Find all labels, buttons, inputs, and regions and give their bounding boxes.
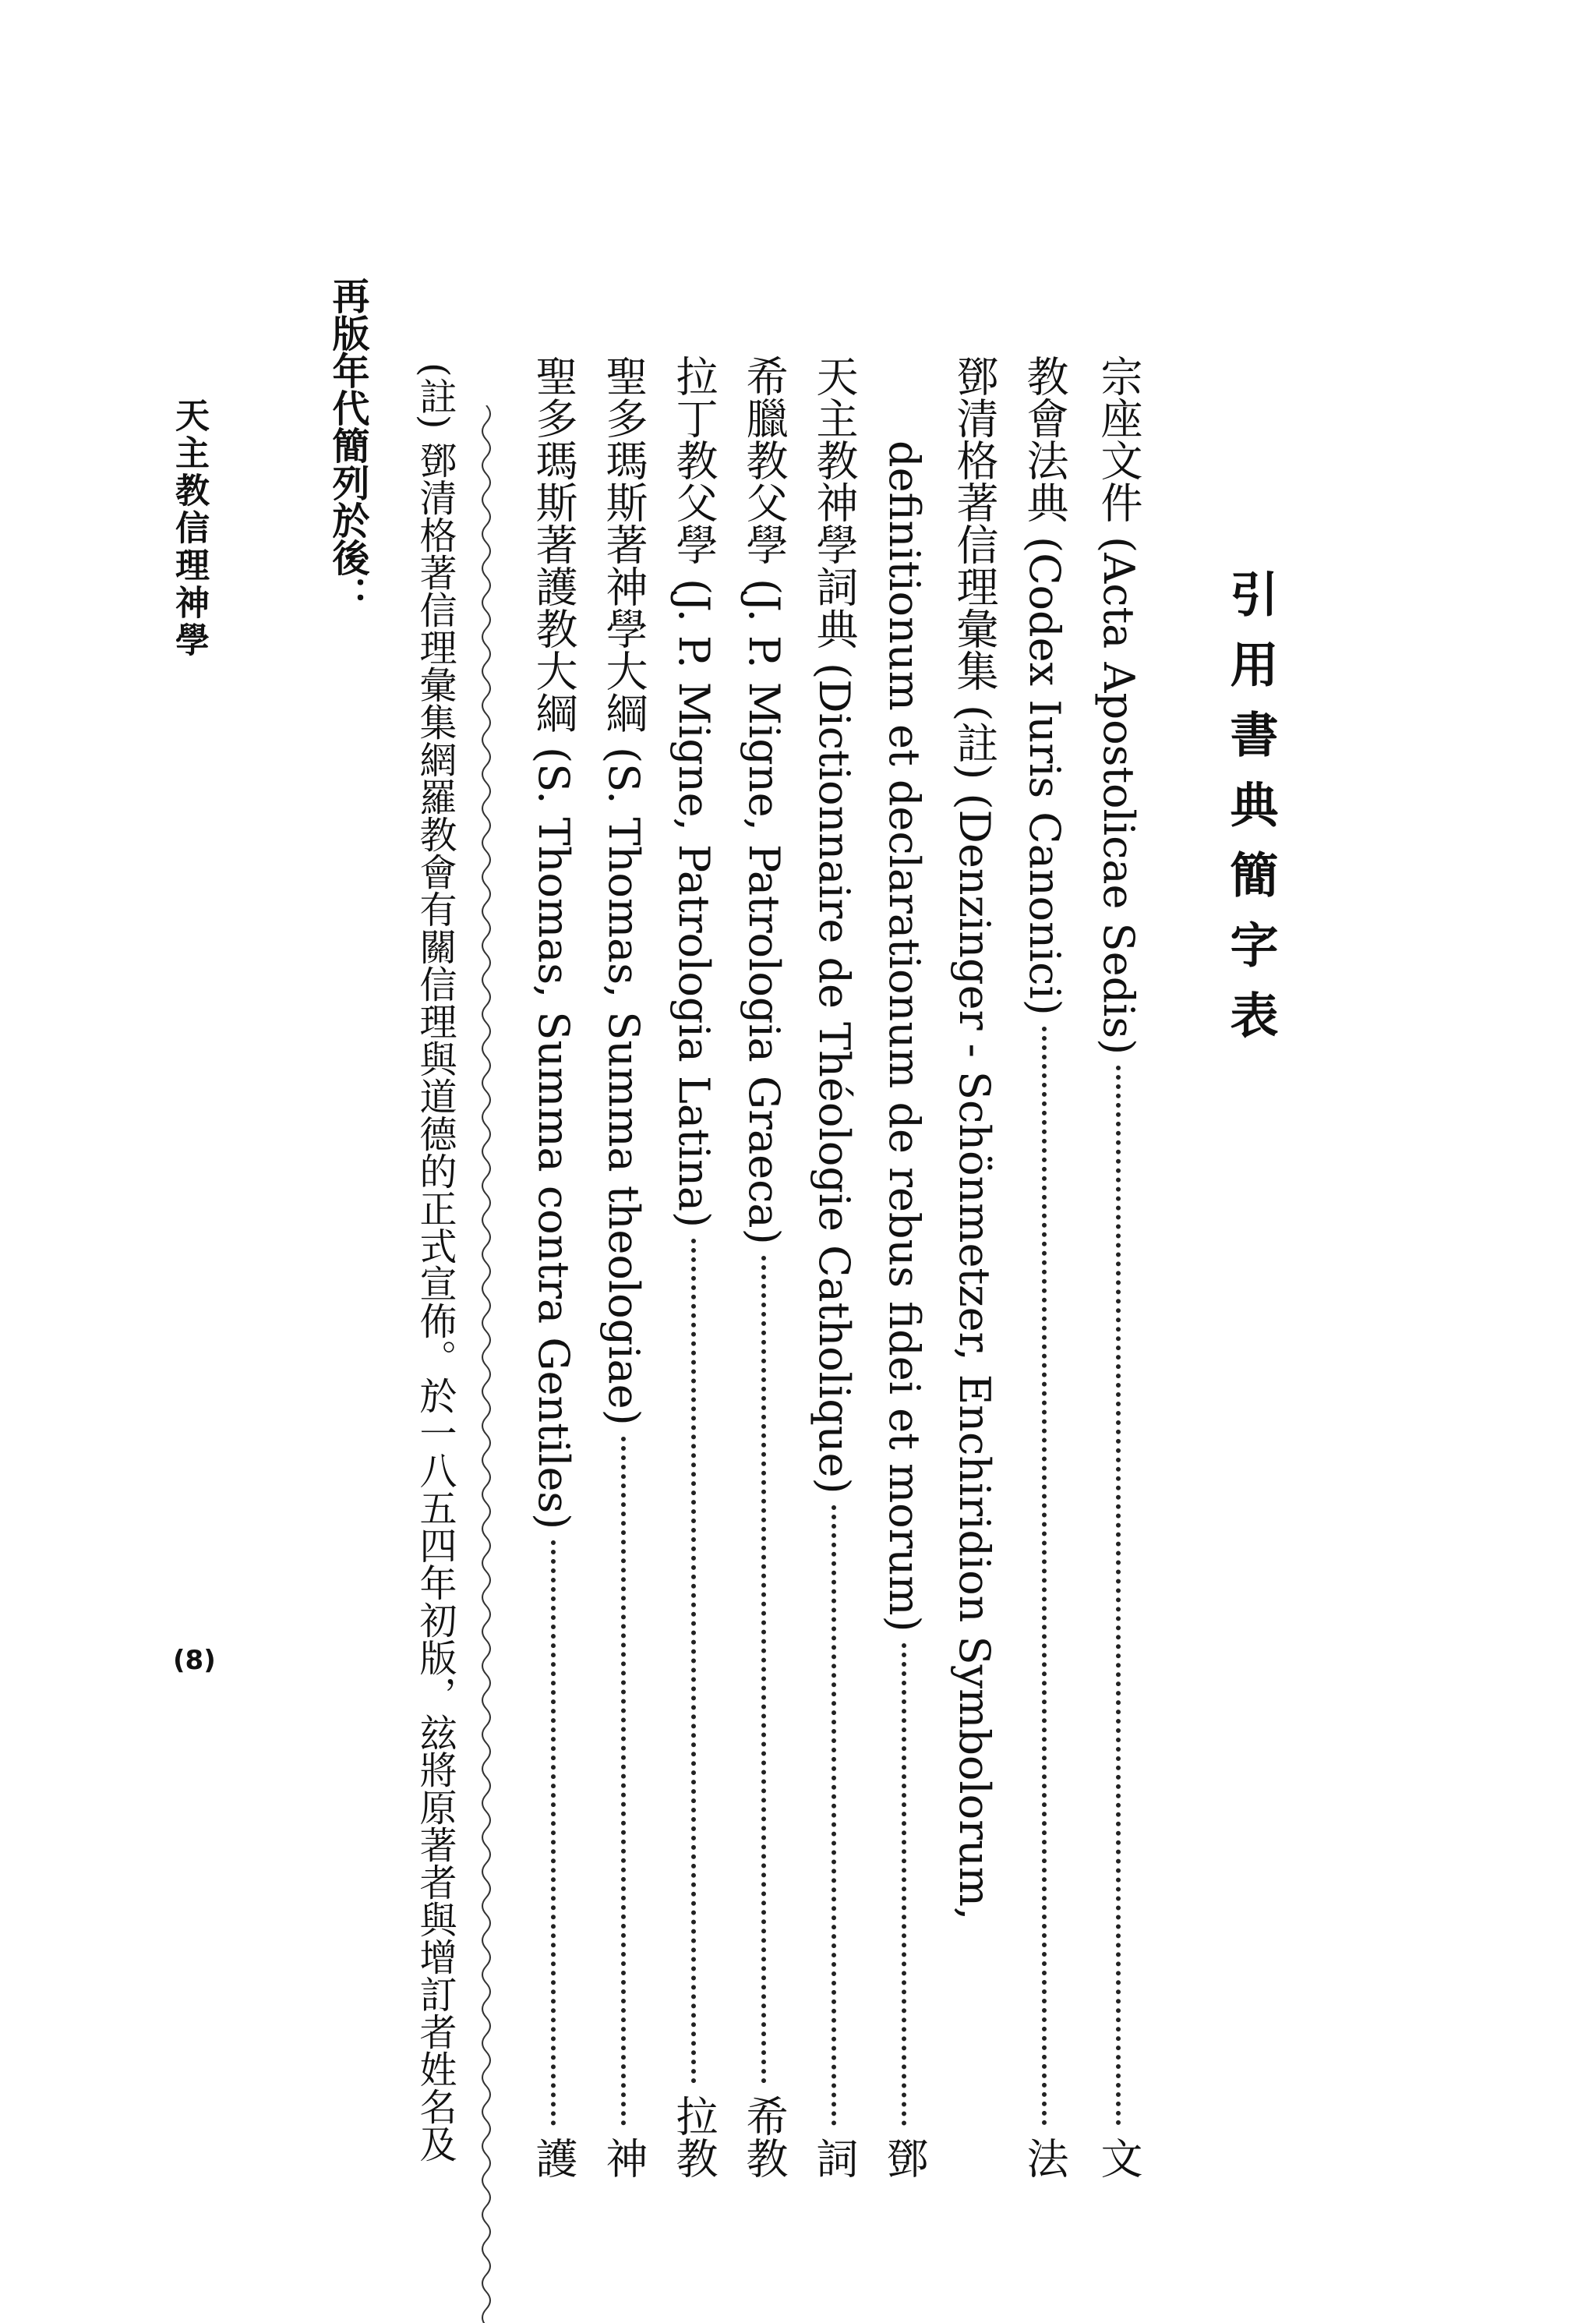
entry-acta: [1095, 355, 1142, 2179]
entry-text: definitionum et declarationum de rebus fidei et morum): [880, 440, 929, 1632]
entry-text: 拉丁教父學 (J. P. Migne, Patrologia Latina): [669, 355, 719, 1229]
leader-dots: [902, 1643, 906, 2126]
entry-abbr: 鄧: [880, 2137, 929, 2179]
leader-dots: [761, 1256, 766, 2084]
entry-text: 鄧清格著信理彙集 (註) (Denzinger - Schönmetzer, Enchiridion Symbolorum,: [950, 355, 999, 1921]
entry-pl: [670, 355, 717, 2179]
leader-dots: [832, 1505, 836, 2126]
entry-text: 天主教神學詞典 (Dictionnaire de Théologie Catholique): [810, 355, 859, 1494]
entry-text: 希臘教父學 (J. P. Migne, Patrologia Graeca): [740, 355, 789, 1245]
footnote-continuation: 再版年代簡列於後：: [326, 277, 369, 613]
entry-abbr: 文: [1094, 2137, 1143, 2179]
page-number: (8): [173, 1645, 216, 1676]
leader-dots: [621, 1437, 626, 2126]
entry-codex: [1021, 355, 1068, 2179]
entry-denzinger-cont: [881, 440, 927, 2179]
leader-dots: [691, 1239, 696, 2084]
entry-denzinger: [951, 355, 998, 2179]
leader-dots: [551, 1540, 556, 2126]
leader-dots: [1042, 1027, 1047, 2126]
running-title: 天主教信理神學: [169, 398, 209, 659]
entry-abbr: 法: [1020, 2137, 1069, 2179]
entry-text: 聖多瑪斯著護教大綱 (S. Thomas, Summa contra Gentiles): [529, 355, 578, 1530]
entry-text: 宗座文件 (Acta Apostolicae Sedis): [1094, 355, 1143, 1055]
entry-text: 教會法典 (Codex Iuris Canonici): [1020, 355, 1069, 1016]
entry-abbr: 希教: [740, 2095, 789, 2179]
page-title: 引用書典簡字表: [1222, 569, 1279, 1060]
entry-abbr: 神: [599, 2137, 648, 2179]
entry-pg: [740, 355, 787, 2179]
entry-abbr: 護: [529, 2137, 578, 2179]
entry-scg: [530, 355, 577, 2179]
leader-dots: [1116, 1066, 1121, 2126]
entry-abbr: 拉教: [669, 2095, 719, 2179]
wavy-separator: [477, 405, 496, 2323]
entry-st: [600, 355, 647, 2179]
footnote-text: (註) 鄧清格著信理彙集網羅教會有關信理與道德的正式宣佈。於一八五四年初版，玆將原著者與增訂者姓名及: [413, 362, 457, 2162]
entry-abbr: 詞: [810, 2137, 859, 2179]
entry-text: 聖多瑪斯著神學大綱 (S. Thomas, Summa theologiae): [599, 355, 648, 1426]
entry-dtc: [810, 355, 857, 2179]
